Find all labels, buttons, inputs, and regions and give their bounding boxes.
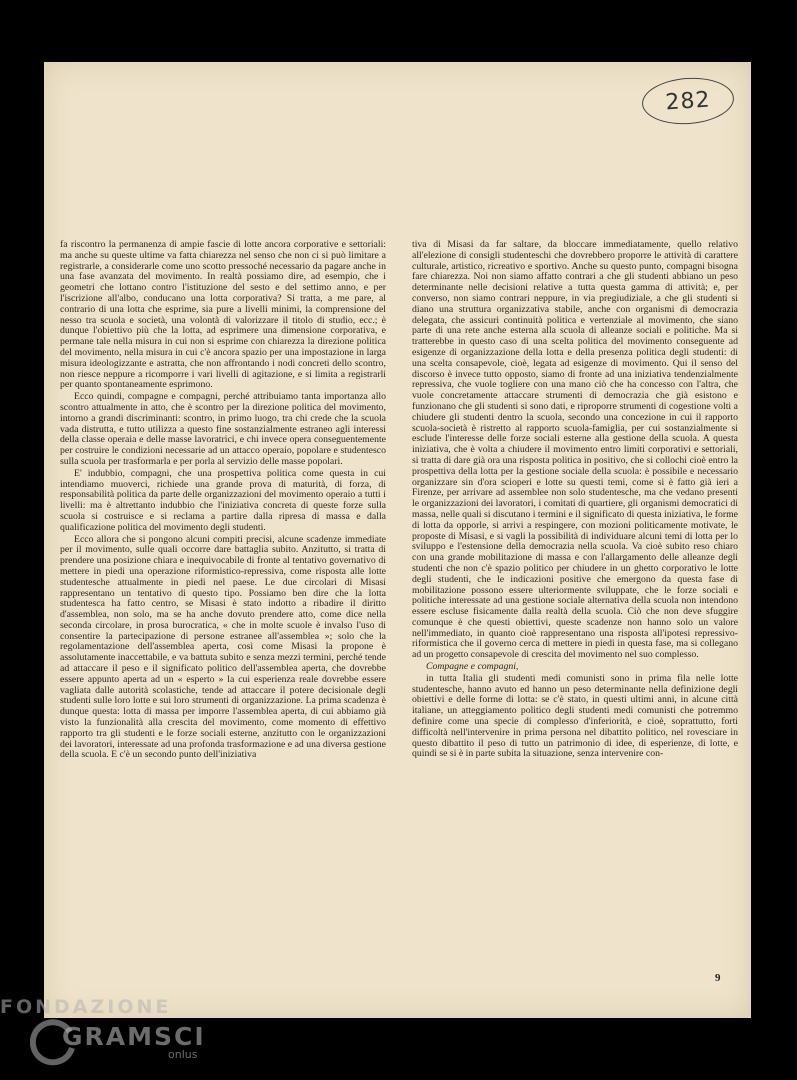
watermark-line1: FONDAZIONE <box>0 996 172 1018</box>
paragraph: Ecco allora che si pongono alcuni compiti precisi, alcune scadenze immediate per il movimento, sulle quali occorre dare battaglia subito. Anzitutto, si tratta di prendere una posizione chiara e inequivocabile di fronte al tentativo governativo di mettere in piedi una operazione riformistico-repressiva, come risposta alle lotte studentesche attualmente in piedi nel paese. Le due circolari di Misasi rappresentano un tentativo di questo tipo. Possiamo ben dire che la lotta studentesca ha fatto centro, se Misasi è stato indotto a ribadire il diritto d'assemblea, non solo, ma se ha anche dovuto prendere atto, come dice nella seconda circolare, in prosa burocratica, « che in molte scuole è invalso l'uso di consentire la partecipazione di persone estranee all'assemblea »; solo che la regolamentazione dell'assemblea aperta, così come Misasi la propone è assolutamente inaccettabile, e va battuta subito e senza mezzi termini, perché tende ad attaccare il peso e il significato politico dell'assemblea aperta, che dovrebbe essere appunto aperta ad un « esperto » la cui esperienza reale dovrebbe essere vagliata dalle autorità scolastiche, tende ad attaccare il potere decisionale degli studenti sulle loro lotte e sui loro strumenti di organizzazione. La prima scadenza è dunque questa: lotta di massa per imporre l'assemblea aperta, di cui abbiamo già visto la funzionalità alla crescita del movimento, come momento di effettivo rapporto tra gli studenti e le forze sociali esterne, anzitutto con le organizzazioni dei lavoratori, interessate ad una profonda trasformazione e ad una diversa gestione della scuola. E c'è un secondo punto dell'iniziativa <box>60 533 386 761</box>
document-page <box>44 62 751 1018</box>
right-column <box>412 240 738 760</box>
watermark-line2: GRAMSCI <box>62 1022 206 1051</box>
salutation: Compagne e compagni, <box>426 661 519 673</box>
fondazione-gramsci-watermark <box>0 996 260 1080</box>
paragraph: E' indubbio, compagni, che una prospettiva politica come questa in cui intendiamo muoverci, richiede una grande prova di maturità, di forza, di responsabilità politica da parte delle organizzazioni del movimento operaio a tutti i livelli: ma è altrettanto indubbio che l'iniziativa concreta di queste forze sulla scuola si costruisce e si reclama a partire dalla ripresa di massa e dalla qualificazione politica del movimento degli studenti. <box>60 467 386 533</box>
left-column <box>60 240 386 761</box>
paragraph: Ecco quindi, compagne e compagni, perché attribuiamo tanta importanza allo scontro attualmente in atto, che è scontro per la direzione politica del movimento, intorno a grandi discriminanti: scontro, in primo luogo, tra chi crede che la scuola vada distrutta, e tutto utilizza a questo fine sostanzialmente estraneo agli interessi della classe operaia e delle masse lavoratrici, e chi invece opera conseguentemente per costruire le condizioni necessarie ad un attacco operaio, popolare e studentesco sulla scuola per trasformarla e per porla al servizio delle masse popolari. <box>60 391 386 467</box>
page-number: 9 <box>715 972 721 984</box>
paragraph: in tutta Italia gli studenti medi comunisti sono in prima fila nelle lotte studentesche, hanno avuto ed hanno un peso determinante nella definizione degli obiettivi e delle forme di lotta: se c'è stato, in questi ultimi anni, in alcune città italiane, un atteggiamento politico degli studenti medi comunisti che potremmo definire come una specie di complesso d'inferiorità, e cioè, soprattutto, forti difficoltà nell'intervenire in prima persona nel dibattito politico, nel rovesciare in questo dibattito il peso di tutto un patrimonio di idee, di esperienze, di lotte, e quindi se si è in parte subita la situazione, senza intervenire con- <box>412 672 738 760</box>
watermark-line3: onlus <box>168 1048 198 1061</box>
paragraph: tiva di Misasi da far saltare, da bloccare immediatamente, quello relativo all'elezione di consigli studenteschi che dovrebbero proporre le attività di carattere culturale, artistico, ricreativo e sportivo. Anche su questo punto, compagni bisogna fare chiarezza. Noi non siamo affatto contrari a che gli studenti abbiano un peso determinante nelle decisioni relative a tutta questa gamma di attività; e, per converso, non siamo contrari neppure, in via pregiudiziale, a che gli studenti si diano una struttura organizzativa stabile, anche con organismi di democrazia delegata, che assicuri continuità politica e vertenziale al movimento, che siano parte di una rete anche esterna alla scuola di alleanze sociali e politiche. Ma si tratterebbe in questo caso di una scelta politica del movimento conseguente ad esigenze di organizzazione della lotta e della presenza politica degli studenti: di una scelta consapevole, cioè, legata ad esigenze di movimento. Qui il senso del discorso è invece tutto opposto, siamo di fronte ad una iniziativa tendenzialmente repressiva, che vuole togliere con una mano ciò che ha concesso con l'altra, che vuole concretamente attaccare strumenti di democrazia che già esistono e funzionano che gli studenti si sono dati, e riproporre strumenti di cogestione volti a chiudere gli studenti dentro la scuola, secondo una concezione in cui il rapporto scuola-società è ristretto al rapporto scuola-famiglia, per cui sostanzialmente si esclude l'interesse delle forze sociali esterne alla gestione della scuola. A questa iniziativa, che è volta a chiudere il movimento entro limiti corporativi e settoriali, si tratta di dare già ora una risposta politica in positivo, che si collochi cioè entro la prospettiva della lotta per la gestione sociale della scuola: è possibile e necessario organizzare sin d'ora scioperi e lotte su questi temi, come si è fatto già ieri a Firenze, per arrivare ad assemblee non solo studentesche, ma che vedano presenti le organizzazioni dei lavoratori, i comitati di quartiere, gli organismi democratici di massa, nelle quali si discutano i termini e il significato di questa iniziativa, le forme di lotta da opporle, si arrivi a respingere, con mozioni politicamente motivate, le proposte di Misasi, e si vagli la possibilità di individuare alcuni temi di lotta per lo sviluppo e l'estensione della democrazia nella scuola. Va cioè subito reso chiaro con una grande mobilitazione di massa e con l'allargamento delle alleanze degli studenti che non c'è spazio politico per chiudere in un ghetto corporativo le lotte degli studenti, che le indicazioni positive che emergono da questa fase di mobilitazione possono essere ulteriormente sviluppate, che le forze sociali e politiche interessate ad una gestione sociale alternativa della scuola non intendono essere escluse fisicamente dalla realtà della scuola. Ciò che non deve sfuggire comunque è che questi obiettivi, queste scadenze non hanno solo un valore nell'immediato, in quanto cioè rappresentano una risposta all'ipotesi repressivo-riformistica che il governo cerca di mettere in piedi in questa fase, ma si collegano ad un progetto consapevole di crescita del movimento nel suo complesso. <box>412 239 738 661</box>
archive-stamp <box>641 75 736 127</box>
stamp-number: 282 <box>664 86 712 116</box>
paragraph: fa riscontro la permanenza di ampie fascie di lotte ancora corporative e settoriali: ma anche su queste ultime va fatta chiarezza nel senso che non ci si può limitare a registrarle, a considerarle come uno scotto pressoché necessario da pagare anche in una fase avanzata del movimento. In realtà possiamo dire, ad esempio, che i geometri che lottano contro l'istituzione del sesto e del settimo anno, e per l'iscrizione all'albo, conducano una lotta corporativa? Si tratta, a me pare, al contrario di una lotta che esprime, sia pure a livelli minimi, la comprensione del nesso tra scuola e società, una volontà di valorizzare il titolo di studio, ecc.; è dunque l'obiettivo più che la lotta, ad esprimere una dimensione corporativa, e permane tale nella misura in cui non si esprime con chiarezza la direzione politica del movimento, nella misura in cui c'è ancora spazio per una impostazione in larga misura ideologizzante e astratta, che non affrontando i nodi concreti dello scontro, non riesce neppure a ricomporre i vari livelli di agitazione, e si limita a registrarli per quanto spontaneamente esprimono. <box>60 239 386 391</box>
